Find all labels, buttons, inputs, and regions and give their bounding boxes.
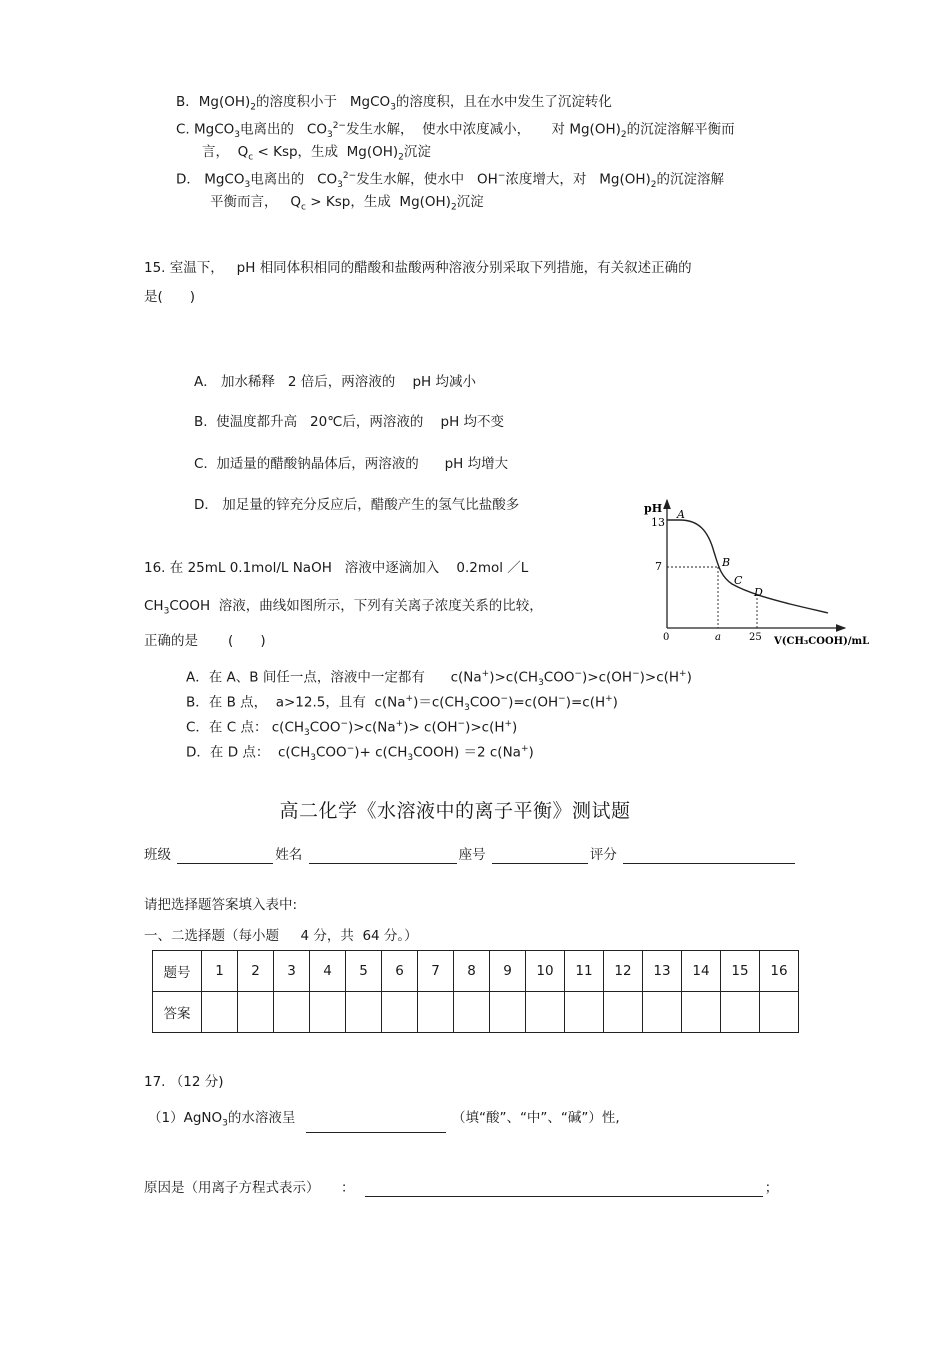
q15-stem-line1: 15. 室温下， pH 相同体积相同的醋酸和盐酸两种溶液分别采取下列措施，有关叙述正确的 <box>144 260 692 276</box>
x-axis-label: V(CH₃COOH)/mL <box>774 636 870 647</box>
table-cell-number: 13 <box>643 951 682 992</box>
answer-cell[interactable] <box>526 992 565 1033</box>
row-header-answer: 答案 <box>153 992 202 1033</box>
table-cell-number: 11 <box>565 951 604 992</box>
field-name-blank[interactable] <box>309 849 457 864</box>
row-header-number: 题号 <box>153 951 202 992</box>
q16-stem-line3: 正确的是 ( ) <box>144 633 266 649</box>
table-cell-number: 15 <box>721 951 760 992</box>
section-heading: 一、二选择题（每小题 4 分，共 64 分。） <box>144 928 418 944</box>
table-cell-number: 4 <box>310 951 346 992</box>
q17-part1-blank[interactable] <box>306 1118 446 1133</box>
answer-cell[interactable] <box>274 992 310 1033</box>
answer-cell[interactable] <box>310 992 346 1033</box>
answer-cell[interactable] <box>721 992 760 1033</box>
table-cell-number: 8 <box>454 951 490 992</box>
table-cell-number: 7 <box>418 951 454 992</box>
q14-option-d-line2: 平衡而言， $Q_c$ > Ksp，生成 $Mg(OH)_2$沉淀 <box>210 194 484 213</box>
q16-option-b: B．在 B 点， a>12.5，且有 $c(Na^+)=c(CH_3COO^-)=c(OH^-)=c(H^+)$ <box>186 694 618 714</box>
q14-option-c-line1: C. MgCO$_3$电离出的 $CO_3^{2-}$发生水解， 使水中浓度减小， 对 $Mg(OH)_2$的沉淀溶解平衡而 <box>176 121 735 141</box>
q16-option-d: D．在 D 点： $c(CH_3COO^-)+$ $c(CH_3COOH) =2$ c(Na+) <box>186 744 534 764</box>
answer-cell[interactable] <box>454 992 490 1033</box>
q14-option-b: B．$Mg(OH)_2$的溶度积小于 MgCO$_3$的溶度积，且在水中发生了沉淀转化 <box>176 94 612 113</box>
q17-reason-blank[interactable] <box>365 1182 763 1197</box>
q15-option-a: A． 加水稀释 2 倍后，两溶液的 pH 均减小 <box>194 374 476 390</box>
table-cell-number: 14 <box>682 951 721 992</box>
q14-option-c-line2: 言， $Q_c$ < Ksp，生成 $Mg(OH)_2$沉淀 <box>202 144 431 163</box>
titration-curve-graph <box>640 492 875 652</box>
table-cell-number: 1 <box>202 951 238 992</box>
q14-option-d-line1: D． MgCO$_3$电离出的 $CO_3^{2-}$发生水解，使水中 OH−浓度增大，对 $Mg(OH)_2$的沉淀溶解 <box>176 171 725 191</box>
q16-option-a: A．在 A、B 间任一点，溶液中一定都有 $c(Na^+)>c(CH_3COO^-)>c(OH^-)>c(H^+)$ <box>186 669 692 689</box>
answer-cell[interactable] <box>565 992 604 1033</box>
q15-stem-line2: 是( ) <box>144 289 196 305</box>
student-info-row <box>144 846 797 864</box>
titration-curve <box>667 520 828 613</box>
q15-option-c: C. 加适量的醋酸钠晶体后，两溶液的 pH 均增大 <box>194 456 509 472</box>
field-name-label: 姓名 <box>275 847 303 863</box>
table-cell-number: 5 <box>346 951 382 992</box>
answer-cell[interactable] <box>490 992 526 1033</box>
answer-cell[interactable] <box>760 992 799 1033</box>
y-tick-13: 13 <box>651 516 665 529</box>
field-score-blank[interactable] <box>623 849 795 864</box>
q15-option-b: B. 使温度都升高 20℃后，两溶液的 pH 均不变 <box>194 414 505 430</box>
answer-cell[interactable] <box>643 992 682 1033</box>
q17-heading: 17. （12 分) <box>144 1074 224 1090</box>
y-tick-7: 7 <box>655 560 662 573</box>
answer-cell[interactable] <box>418 992 454 1033</box>
table-cell-number: 16 <box>760 951 799 992</box>
q15-option-d: D． 加足量的锌充分反应后，醋酸产生的氢气比盐酸多 <box>194 497 520 513</box>
answer-cell[interactable] <box>604 992 643 1033</box>
table-cell-number: 2 <box>238 951 274 992</box>
field-score-label: 评分 <box>589 847 617 863</box>
x-tick-25: 25 <box>749 632 762 643</box>
answer-cell[interactable] <box>202 992 238 1033</box>
table-cell-number: 12 <box>604 951 643 992</box>
table-cell-number: 9 <box>490 951 526 992</box>
answer-table <box>152 950 799 1033</box>
point-c-label: C <box>734 574 743 587</box>
q16-stem-line2: $CH_3COOH$ 溶液，曲线如图所示，下列有关离子浓度关系的比较， <box>144 598 543 617</box>
q16-stem-line1: 16. 在 25mL 0.1mol/L NaOH 溶液中逐滴加入 0.2mol ／L <box>144 560 529 576</box>
field-class-blank[interactable] <box>177 849 273 864</box>
x-tick-0: 0 <box>663 632 670 643</box>
field-class-label: 班级 <box>144 847 171 863</box>
answer-cell[interactable] <box>382 992 418 1033</box>
answer-cell[interactable] <box>238 992 274 1033</box>
point-d-label: D <box>754 586 763 599</box>
table-row-answers <box>153 992 799 1033</box>
test-title: 高二化学《水溶液中的离子平衡》测试题 <box>279 800 631 822</box>
q17-part1: （1）AgNO$_3$的水溶液呈 （填“酸”、“中”、“碱”）性, <box>148 1109 620 1133</box>
x-tick-a: a <box>715 632 721 643</box>
answer-instruction: 请把选择题答案填入表中: <box>144 897 298 913</box>
q17-reason: 原因是（用离子方程式表示） ： ； <box>144 1180 779 1196</box>
table-cell-number: 10 <box>526 951 565 992</box>
point-a-label: A <box>677 508 685 521</box>
q16-option-c: C．在 C 点： $c(CH_3COO^-)>c(Na^+)> c(OH^-)>c(H^+)$ <box>186 719 518 739</box>
table-cell-number: 6 <box>382 951 418 992</box>
field-seat-label: 座号 <box>458 847 486 863</box>
table-cell-number: 3 <box>274 951 310 992</box>
y-axis-label: pH <box>644 502 663 515</box>
point-b-label: B <box>722 556 731 569</box>
answer-cell[interactable] <box>682 992 721 1033</box>
answer-cell[interactable] <box>346 992 382 1033</box>
table-row-numbers <box>153 951 799 992</box>
field-seat-blank[interactable] <box>492 849 588 864</box>
